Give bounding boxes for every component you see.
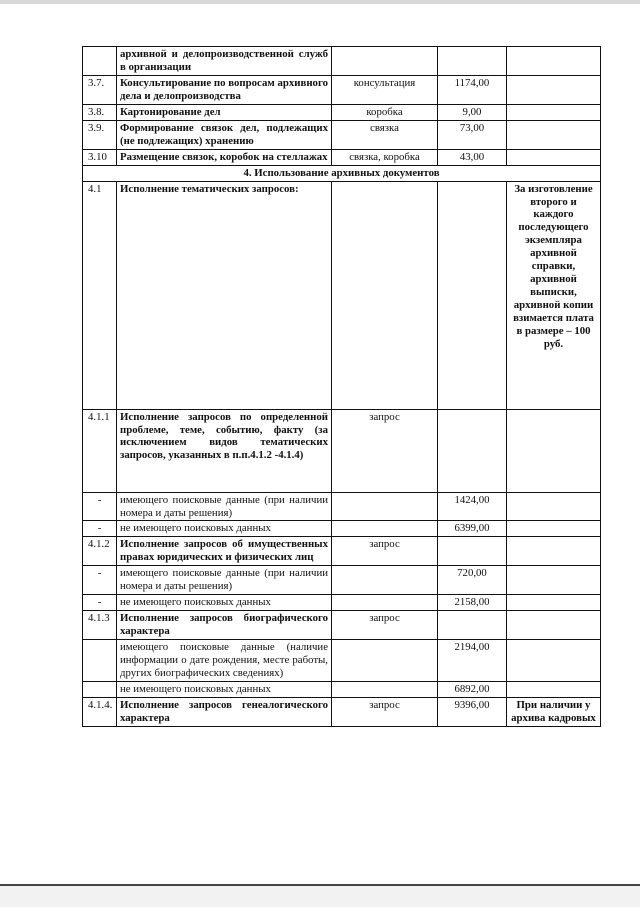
price-cell: 720,00 [438,566,507,595]
service-name: Консультирование по вопросам архивного дела и делопроизводства [117,75,332,104]
note-cell [507,537,601,566]
row-number: 3.8. [83,104,117,120]
unit-cell: связка, коробка [332,149,438,165]
unit-cell [332,566,438,595]
unit-cell: консультация [332,75,438,104]
note-cell [507,595,601,611]
row-number: 3.7. [83,75,117,104]
note-cell [507,104,601,120]
table-row [83,521,601,537]
price-cell [438,611,507,640]
price-cell: 1424,00 [438,492,507,521]
price-cell [438,409,507,492]
service-name: имеющего поисковые данные (при наличии номера и даты решения) [117,492,332,521]
service-name: не имеющего поисковых данных [117,681,332,697]
row-number: 4.1.1 [83,409,117,492]
section-title: 4. Использование архивных документов [83,165,601,181]
row-number: 4.1.3 [83,611,117,640]
table-row [83,104,601,120]
unit-cell [332,595,438,611]
price-cell [438,181,507,409]
table-row [83,640,601,682]
note-cell [507,521,601,537]
service-name: имеющего поисковые данные (наличие информации о дате рождения, месте работы, других биографических сведениях) [117,640,332,682]
row-number [83,47,117,76]
unit-cell: запрос [332,409,438,492]
table-row [83,75,601,104]
service-name: не имеющего поисковых данных [117,521,332,537]
service-name: Размещение связок, коробок на стеллажах [117,149,332,165]
service-name: Исполнение тематических запросов: [117,181,332,409]
table-row [83,149,601,165]
price-cell: 73,00 [438,120,507,149]
service-name: имеющего поисковые данные (при наличии номера и даты решения) [117,566,332,595]
unit-cell: коробка [332,104,438,120]
unit-cell: связка [332,120,438,149]
table-row [83,611,601,640]
price-cell: 6892,00 [438,681,507,697]
unit-cell: запрос [332,537,438,566]
price-cell: 9,00 [438,104,507,120]
service-name: Исполнение запросов об имущественных правах юридических и физических лиц [117,537,332,566]
table-row [83,492,601,521]
scan-edge-bottom [0,884,640,907]
table-row [83,681,601,697]
row-number: - [83,566,117,595]
table-row [83,537,601,566]
note-cell [507,47,601,76]
price-cell: 2158,00 [438,595,507,611]
service-name: не имеющего поисковых данных [117,595,332,611]
price-cell: 6399,00 [438,521,507,537]
row-number: - [83,492,117,521]
table-row [83,595,601,611]
row-number: - [83,521,117,537]
unit-cell [332,47,438,76]
price-cell: 2194,00 [438,640,507,682]
note-cell [507,640,601,682]
note-cell [507,149,601,165]
price-cell [438,47,507,76]
table-row [83,120,601,149]
note-cell [507,681,601,697]
table-row [83,181,601,409]
note-cell: За изготовление второго и каждого последующего экземпляра архивной справки, архивной выписки, архивной копии взимается плата в размере – 100 руб. [507,181,601,409]
service-name: Исполнение запросов по определенной проблеме, теме, событию, факту (за исключением видов тематических запросов, указанных в п.п.4.1.2 -4.1.4) [117,409,332,492]
table-row [83,697,601,726]
row-number: 4.1.4. [83,697,117,726]
section-header-row [83,165,601,181]
service-name: Картонирование дел [117,104,332,120]
price-cell: 9396,00 [438,697,507,726]
row-number [83,681,117,697]
table-row [83,566,601,595]
row-number [83,640,117,682]
row-number: - [83,595,117,611]
price-table [82,46,601,727]
note-cell [507,611,601,640]
note-cell [507,566,601,595]
table-row [83,47,601,76]
service-name: архивной и делопроизводственной служб в организации [117,47,332,76]
unit-cell: запрос [332,611,438,640]
unit-cell [332,181,438,409]
unit-cell [332,521,438,537]
unit-cell: запрос [332,697,438,726]
note-cell [507,120,601,149]
note-cell: При наличии у архива кадровых [507,697,601,726]
price-cell [438,537,507,566]
service-name: Формирование связок дел, подлежащих (не подлежащих) хранению [117,120,332,149]
row-number: 4.1.2 [83,537,117,566]
note-cell [507,75,601,104]
row-number: 4.1 [83,181,117,409]
scan-edge-top [0,0,640,4]
note-cell [507,492,601,521]
row-number: 3.10 [83,149,117,165]
price-cell: 43,00 [438,149,507,165]
service-name: Исполнение запросов биографического характера [117,611,332,640]
row-number: 3.9. [83,120,117,149]
note-cell [507,409,601,492]
unit-cell [332,492,438,521]
unit-cell [332,640,438,682]
price-cell: 1174,00 [438,75,507,104]
table-row [83,409,601,492]
unit-cell [332,681,438,697]
service-name: Исполнение запросов генеалогического характера [117,697,332,726]
